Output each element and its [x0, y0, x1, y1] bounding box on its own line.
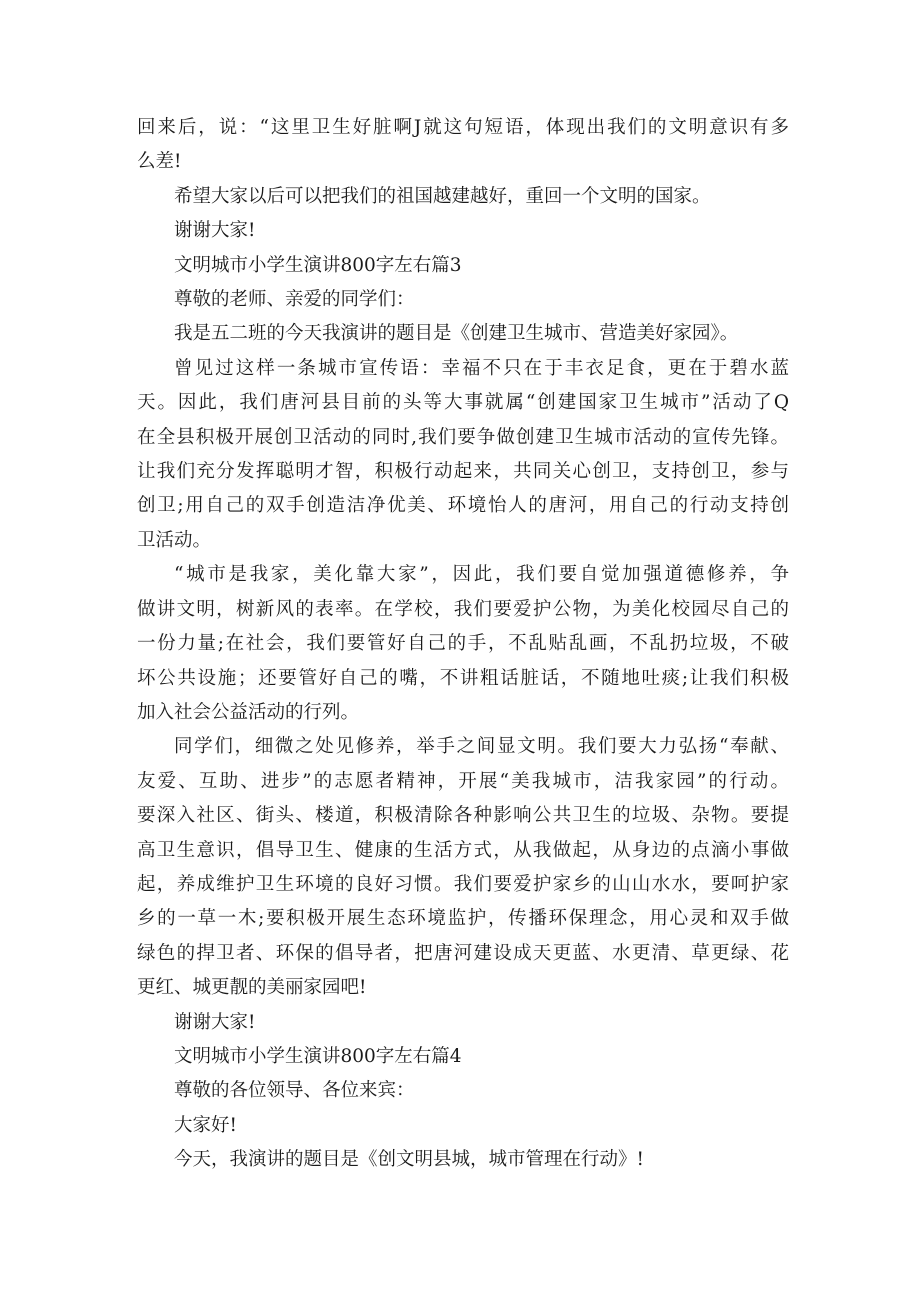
text-line: 谢谢大家!: [174, 1011, 256, 1033]
text-line: 么差!: [137, 151, 182, 173]
text-line: 今天，我演讲的题目是《创文明县城，城市管理在行动》!: [174, 1149, 644, 1171]
text-line: 在全县积极开展创卫活动的同时,我们要争做创建卫生城市活动的宣传先锋。: [137, 426, 789, 448]
text-line: 起，养成维护卫生环境的良好习惯。我们要爱护家乡的山山水水，要呵护家: [137, 873, 789, 895]
text-line: 同学们，细微之处见修养，举手之间显文明。我们要大力弘扬“奉献、: [174, 736, 789, 758]
paragraph: [137, 1040, 789, 1074]
paragraph: [137, 249, 789, 283]
paragraph: [137, 111, 789, 180]
text-line: 乡的一草一木;要积极开展生态环境监护，传播环保理念，用心灵和双手做: [137, 908, 789, 930]
text-line: 曾见过这样一条城市宣传语：幸福不只在于丰衣足食，更在于碧水蓝: [174, 357, 789, 379]
paragraph: [137, 214, 789, 248]
paragraph: [137, 1143, 789, 1177]
text-line: 坏公共设施；还要管好自己的嘴，不讲粗话脏话，不随地吐痰;让我们积极: [137, 667, 789, 689]
paragraph: [137, 180, 789, 214]
text-line: 创卫;用自己的双手创造洁净优美、环境怡人的唐河，用自己的行动支持创: [137, 495, 789, 517]
text-line: 高卫生意识，倡导卫生、健康的生活方式，从我做起，从身边的点滴小事做: [137, 839, 789, 861]
text-line: 尊敬的各位领导、各位来宾：: [174, 1080, 415, 1102]
paragraph: [137, 1006, 789, 1040]
text-line: 卫活动。: [137, 529, 212, 551]
text-line: 谢谢大家!: [174, 220, 256, 242]
text-line: 文明城市小学生演讲800字左右篇3: [174, 254, 462, 276]
text-line: 我是五二班的今天我演讲的题目是《创建卫生城市、营造美好家园》。: [174, 323, 739, 345]
paragraph: [137, 730, 789, 1005]
text-line: 文明城市小学生演讲800字左右篇4: [174, 1045, 462, 1067]
text-line: 回来后，说：“这里卫生好脏啊J就这句短语，体现出我们的文明意识有多: [137, 117, 789, 138]
document-body: [137, 111, 789, 1178]
text-line: 天。因此，我们唐河县目前的头等大事就属“创建国家卫生城市”活动了Q: [137, 392, 789, 414]
text-line: “城市是我家，美化靠大家”，因此，我们要自觉加强道德修养，争: [174, 564, 789, 586]
text-line: 要深入社区、街头、楼道，积极清除各种影响公共卫生的垃圾、杂物。要提: [137, 805, 789, 827]
text-line: 一份力量;在社会，我们要管好自己的手，不乱贴乱画，不乱扔垃圾，不破: [137, 633, 789, 655]
text-line: 尊敬的老师、亲爱的同学们：: [174, 289, 415, 311]
text-line: 做讲文明，树新风的表率。在学校，我们要爱护公物，为美化校园尽自己的: [137, 598, 789, 620]
paragraph: [137, 558, 789, 730]
text-line: 加入社会公益活动的行列。: [137, 701, 360, 723]
paragraph: [137, 1109, 789, 1143]
text-line: 绿色的捍卫者、环保的倡导者，把唐河建设成天更蓝、水更清、草更绿、花: [137, 942, 789, 964]
text-line: 更红、城更靓的美丽家园吧!: [137, 977, 367, 999]
text-line: 希望大家以后可以把我们的祖国越建越好，重回一个文明的国家。: [174, 185, 711, 207]
paragraph: [137, 1074, 789, 1108]
paragraph: [137, 283, 789, 317]
text-line: 大家好!: [174, 1114, 237, 1136]
text-line: 让我们充分发挥聪明才智，积极行动起来，共同关心创卫，支持创卫，参与: [137, 461, 789, 483]
paragraph: [137, 317, 789, 351]
text-line: 友爱、互助、进步”的志愿者精神，开展“美我城市，洁我家园”的行动。: [137, 770, 789, 792]
paragraph: [137, 352, 789, 558]
